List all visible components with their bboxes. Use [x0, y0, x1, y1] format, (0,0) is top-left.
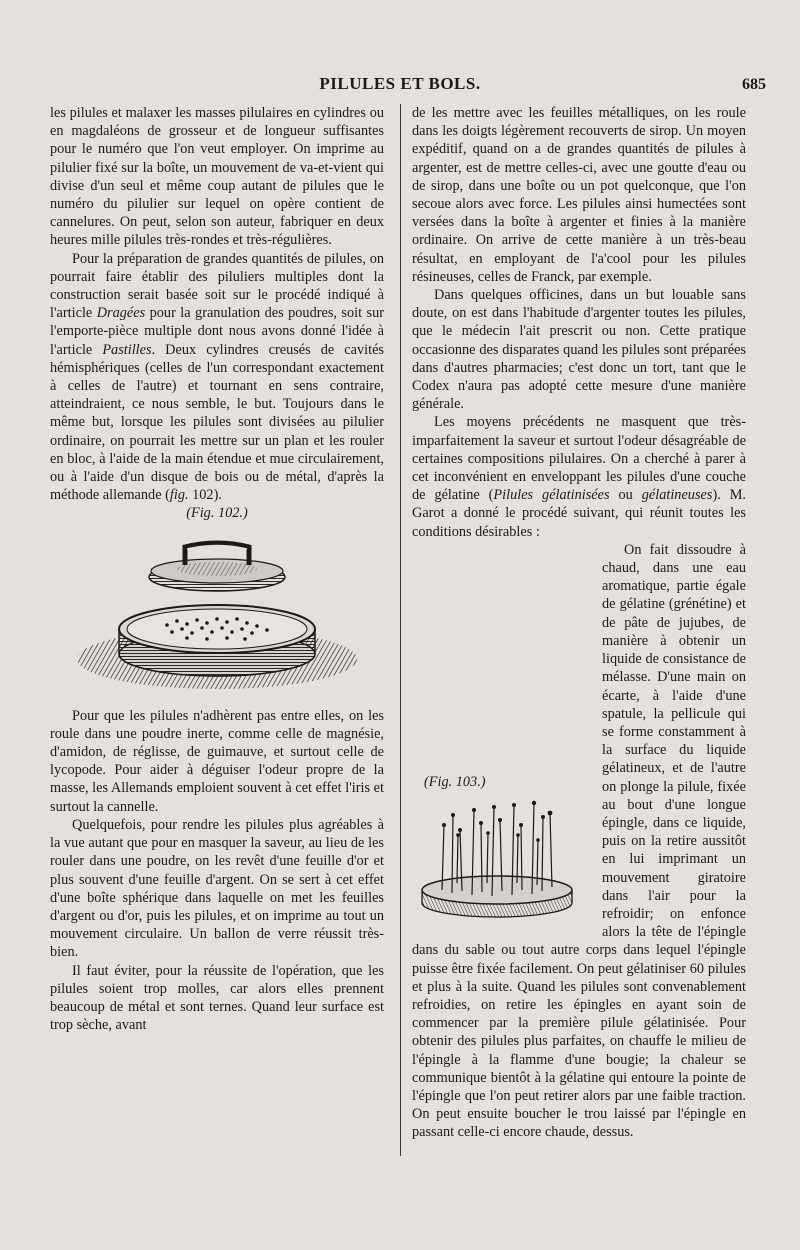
figure-102-caption: (Fig. 102.) [186, 505, 248, 522]
text-run: Les moyens précédents ne masquent que très-imparfaitement la saveur et surtout l'odeur désagréable de certaines compositions pilulaires. On a cherché à parer à cet inconvénient en enveloppant les pilules d'une couche de gélatine ( [412, 414, 746, 504]
paragraph: Pour que les pilules n'adhèrent pas entre elles, on les roule dans une poudre inerte, comme celle de magnésie, d'amidon, de réglisse, de guimauve, et surtout celle de lycopode. Pour aider à déguiser l'odeur propre de la masse, les Allemands emploient souvent à cet effet l'iris et surtout la cannelle. [50, 707, 384, 815]
figure-102-pill-rolling-disc-illustration [67, 529, 367, 699]
left-column [50, 104, 384, 1034]
text-run: pour la granulation des poudres, soit sur l'emporte-pièce multiple dont nous avons donné l'idée à l'article [50, 305, 384, 358]
paragraph: Il faut éviter, pour la réussite de l'opération, que les pilules soient trop molles, car alors elles prennent beaucoup de métal et sont ternes. Quand leur surface est trop sèche, avant [50, 962, 384, 1034]
text-run: ). M. Garot a donné le procédé suivant, qui réunit toutes les conditions désirables : [412, 487, 747, 540]
figure-103-caption: (Fig. 103.) [424, 773, 486, 790]
paragraph: Quelquefois, pour rendre les pilules plus agréables à la vue autant que pour en masquer la saveur, au lieu de les rouler dans une poudre, on les revêt d'une feuille d'or et plus souvent d'une feuille d'argent. On se sert à cet effet d'une boîte sphérique dans laquelle on met les feuilles d'argent ou d'or, puis les pilules, et on imprime au tout un mouvement circulaire. Un ballon de verre réussit très-bien. [50, 816, 384, 961]
paragraph: les pilules et malaxer les masses pilulaires en cylindres ou en magdaléons de grosseur et de longueur suffisantes pour le numéro que l'on veut employer. On imprime au pilulier fixé sur la boîte, un mouvement de va-et-vient qui divise d'un seul et même coup autant de pilules que le numéro du pilulier sur lequel on opère contient de cannelures. On peut, selon son auteur, fabriquer en deux heures mille pilules très-rondes et très-régulières. [50, 105, 384, 249]
paragraph [412, 413, 746, 540]
running-title: PILULES ET BOLS. [319, 74, 481, 93]
text-run: . Deux cylindres creusés de cavités hémisphériques (celles de l'un correspondant exactement à celles de l'autre) et tournant en sens contraire, atteindraient, ce nous semble, le but. Toujours dans le même but, lorsque les pilules sont divisées au pilulier ordinaire, on pourrait les mettre sur un plan et les rouler en bloc, à l'aide de la main étendue et mue circulairement, ou à l'aide d'un disque de bois ou de métal, d'après la méthode allemande ( [50, 341, 384, 504]
column-divider [400, 104, 401, 1156]
figure-103 [412, 773, 592, 925]
figure-103-pin-board-illustration [412, 795, 582, 925]
paragraph: de les mettre avec les feuilles métalliques, on les roule dans les doigts légèrement recouverts de sirop. Un moyen expéditif, quand on a de grandes quantités de pilules à argenter, est de mettre celles-ci, avec une goutte d'eau ou de sirop, dans une boîte ou un pot quelconque, que l'on secoue alors avec force. Les pilules ainsi humectées sont versées dans la boîte à argenter et finies à la manière ordinaire. On arrive de cette manière à un très-beau résultat, en employant de l'a'cool pour les pilules résineuses, celles de Franck, par exemple. [412, 105, 746, 285]
text-run: ou [609, 487, 642, 504]
article-reference: Dragées [96, 305, 146, 322]
figure-reference: fig. [169, 487, 189, 504]
page-number: 685 [742, 76, 766, 93]
running-header [0, 74, 800, 98]
italic-term: Pilules gélatinisées [493, 487, 610, 504]
paragraph: On fait dissoudre à chaud, dans une eau aromatique, partie égale de gélatine (grénétine) et de pâte de jujubes, de manière à obtenir un liquide de consistance de mélasse. D'une main on écarte, à l'aide d'une spatule, la pellicule qui se forme constamment à la surface du liquide gélatineux, et de l'autre on plonge la pilule, fixée au bout d'une longue épingle, dans ce liquide, puis on la retire aussitôt en lui imprimant un mouvement giratoire dans l'air pour la refroidir; on enfonce alors la tête de l'épingle dans du sable ou tout autre corps dans lequel l'épingle puisse être fixée facilement. On peut gélatiniser 60 pilules et plus à la suite. Quand les pilules sont convenablement refroidies, on retire les épingles en ayant soin de commencer par la première pilule gélatinisée. Pour obtenir des pilules plus parfaites, on chauffe le milieu de l'épingle à la flamme d'une bougie; la chaleur se communique bientôt à la gélatine qui entoure la pointe de l'épingle que l'on peut retirer alors par une faible traction. On peut ensuite boucher le trou laissé par l'épingle en passant celle-ci encore chaude, dessus. [412, 541, 746, 1141]
article-reference: Pastilles [102, 341, 152, 358]
paragraph [50, 250, 384, 505]
italic-term: gélatineuses [641, 487, 713, 504]
right-column [412, 104, 746, 1142]
paragraph: Dans quelques officines, dans un but louable sans doute, on est dans l'habitude d'argenter toutes les pilules, que le médecin l'ait prescrit ou non. Cette pratique occasionne des disparates quand les pilules sont préparées dans d'autres pharmacies; c'est donc un tort, tant que le Codex n'aura pas adopté cette mesure d'une manière générale. [412, 287, 746, 413]
text-run: 102). [188, 487, 222, 504]
text-run: Pour la préparation de grandes quantités de pilules, on pourrait faire établir des piluliers multiples dont la construction serait basée soit sur le procédé indiqué à l'article [50, 250, 384, 322]
